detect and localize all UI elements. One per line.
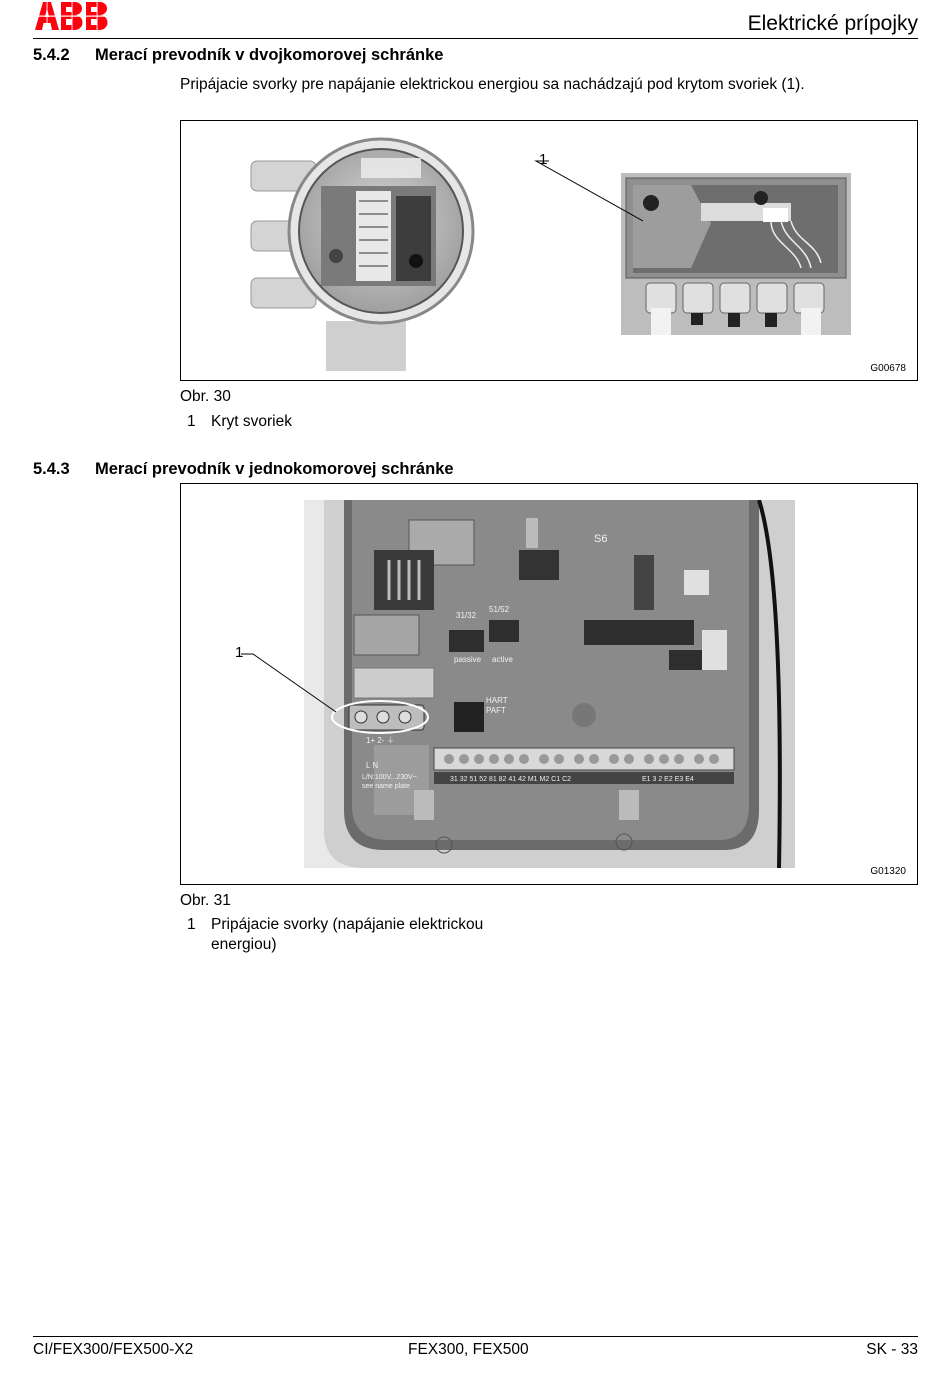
board-ln-label: L N — [366, 761, 379, 770]
section-title: Merací prevodník v dvojkomorovej schránke — [95, 46, 444, 64]
legend-text-continued: energiou) — [211, 936, 277, 953]
board-paft-label: PAFT — [486, 706, 506, 715]
board-hart-label: HART — [486, 696, 508, 705]
abb-logo — [33, 0, 113, 32]
callout-leader — [181, 484, 917, 884]
figure-code: G01320 — [870, 866, 906, 877]
section-paragraph: Pripájacie svorky pre napájanie elektrickou energiou sa nachádzajú pod krytom svoriek (1). — [180, 76, 805, 93]
section-title: Merací prevodník v jednokomorovej schránke — [95, 460, 454, 478]
section-number: 5.4.3 — [33, 460, 70, 478]
figure-caption: Obr. 31 — [180, 892, 231, 909]
board-term-b-label: 51/52 — [489, 605, 510, 614]
board-voltage-label: L/N:100V...230V~ — [362, 774, 417, 781]
board-model-label: S6 — [594, 533, 608, 545]
legend-text: Pripájacie svorky (napájanie elektrickou — [211, 916, 484, 933]
callout-leader — [181, 121, 917, 380]
footer-rule — [33, 1336, 918, 1337]
board-term-a-label: 31/32 — [456, 611, 477, 620]
callout-label: 1 — [539, 151, 548, 168]
footer-product: FEX300, FEX500 — [408, 1341, 529, 1358]
footer-doc-id: CI/FEX300/FEX500-X2 — [33, 1341, 194, 1358]
board-plus-minus-label: 1+ 2- ⏚ — [366, 736, 395, 745]
board-passive-label: passive — [454, 655, 482, 664]
legend-text: Kryt svoriek — [211, 413, 292, 430]
footer-page-number: SK - 33 — [866, 1341, 918, 1358]
board-terminals2-label: E1 3 2 E2 E3 E4 — [642, 776, 694, 783]
legend-number: 1 — [187, 413, 196, 430]
legend-number: 1 — [187, 916, 196, 933]
callout-label: 1 — [235, 644, 244, 661]
figure-30 — [180, 120, 918, 381]
section-number: 5.4.2 — [33, 46, 70, 64]
figure-31 — [180, 483, 918, 885]
page-header-title: Elektrické prípojky — [747, 12, 918, 35]
board-active-label: active — [492, 655, 513, 664]
figure-caption: Obr. 30 — [180, 388, 231, 405]
header-rule — [33, 38, 918, 39]
figure-code: G00678 — [870, 363, 906, 374]
board-nameplate-label: see name plate — [362, 783, 410, 790]
board-terminals-label: 31 32 51 52 81 82 41 42 M1 M2 C1 C2 — [450, 776, 572, 783]
